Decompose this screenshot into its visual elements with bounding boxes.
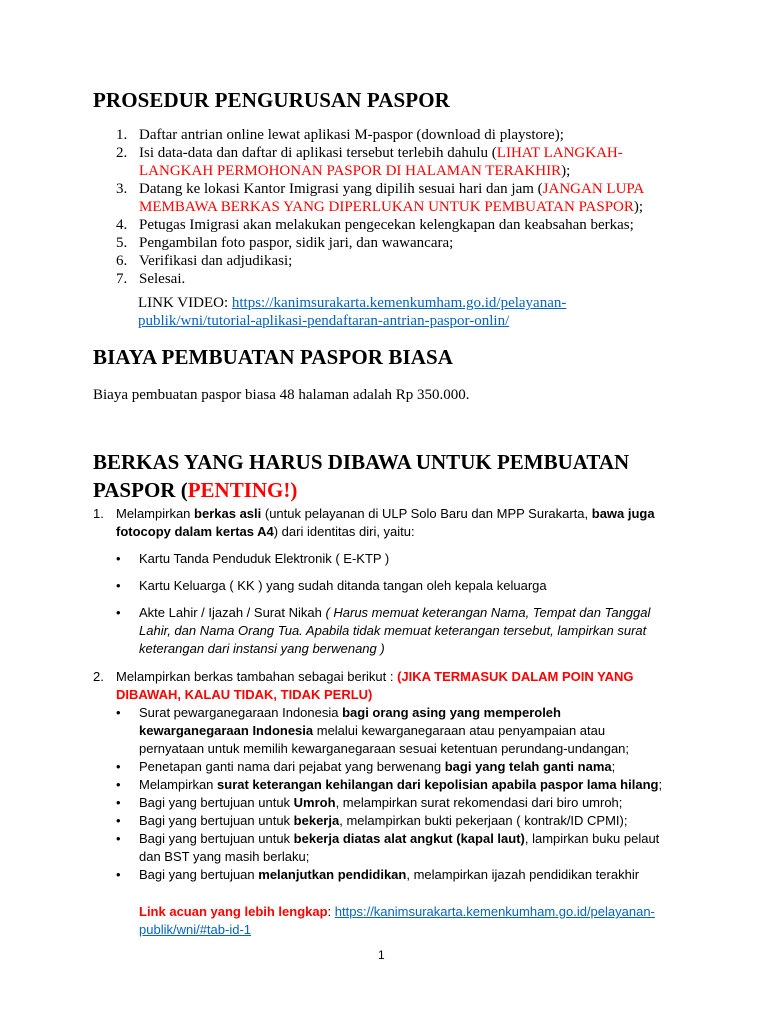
- list-item: 2. Isi data-data dan daftar di aplikasi tersebut terlebih dahulu (LIHAT LANGKAH-LANGKAH PERMOHONAN PASPOR DI HALAMAN TERAKHIR);: [116, 145, 623, 179]
- list-item: Penetapan ganti nama dari pejabat yang berwenang bagi yang telah ganti nama;: [139, 759, 616, 774]
- bullet-icon: •: [116, 759, 121, 774]
- list-item: Bagi yang bertujuan untuk bekerja diatas alat angkut (kapal laut), lampirkan buku pelaut dan BST yang masih berlaku;: [139, 831, 660, 864]
- page-number: 1: [378, 948, 385, 962]
- list-item: 7. Selesai.: [116, 271, 186, 287]
- bullet-icon: •: [116, 867, 121, 882]
- list-item: Bagi yang bertujuan untuk bekerja, melampirkan bukti pekerjaan ( kontrak/ID CPMI);: [139, 813, 628, 828]
- reference-link-label: Link acuan yang lebih lengkap: [139, 904, 328, 919]
- list-item: 1. Daftar antrian online lewat aplikasi M-paspor (download di playstore);: [116, 127, 564, 143]
- list-item: Kartu Keluarga ( KK ) yang sudah ditanda tangan oleh kepala keluarga: [139, 578, 547, 593]
- bullet-icon: •: [116, 795, 121, 810]
- item-2-text: Melampirkan berkas tambahan sebagai berikut : (JIKA TERMASUK DALAM POIN YANG DIBAWAH, KALAU TIDAK, TIDAK PERLU): [116, 669, 634, 702]
- section-title-prosedur: PROSEDUR PENGURUSAN PASPOR: [93, 88, 450, 112]
- list-item: 5. Pengambilan foto paspor, sidik jari, dan wawancara;: [116, 235, 454, 251]
- bullet-icon: •: [116, 705, 121, 720]
- bullet-icon: •: [116, 551, 121, 566]
- list-item: Bagi yang bertujuan untuk Umroh, melampirkan surat rekomendasi dari biro umroh;: [139, 795, 623, 810]
- reference-link-paragraph: Link acuan yang lebih lengkap: https://kanimsurakarta.kemenkumham.go.id/pelayanan-publik/wni/#tab-id-1: [139, 904, 655, 937]
- list-item: 4. Petugas Imigrasi akan melakukan pengecekan kelengkapan dan keabsahan berkas;: [116, 217, 634, 233]
- bullet-icon: •: [116, 578, 121, 593]
- item-2-number: 2.: [93, 669, 104, 684]
- list-item: Kartu Tanda Penduduk Elektronik ( E-KTP ): [139, 551, 390, 566]
- link-video-paragraph: [138, 294, 658, 330]
- list-item: Bagi yang bertujuan melanjutkan pendidikan, melampirkan ijazah pendidikan terakhir: [139, 867, 640, 882]
- section-title-berkas: BERKAS YANG HARUS DIBAWA UNTUK PEMBUATAN PASPOR (PENTING!): [93, 450, 630, 502]
- item-1-text: Melampirkan berkas asli (untuk pelayanan di ULP Solo Baru dan MPP Surakarta, bawa juga fotocopy dalam kertas A4) dari identitas diri, yaitu:: [116, 506, 655, 539]
- section-title-biaya: BIAYA PEMBUATAN PASPOR BIASA: [93, 345, 454, 369]
- biaya-text: Biaya pembuatan paspor biasa 48 halaman adalah Rp 350.000.: [93, 387, 470, 403]
- list-item: Akte Lahir / Ijazah / Surat Nikah ( Harus memuat keterangan Nama, Tempat dan Tanggal Lahir, dan Nama Orang Tua. Apabila tidak memuat keterangan tersebut, lampirkan surat keterangan dari instansi yang berwenang ): [139, 605, 651, 656]
- prosedur-steps-list: [93, 126, 693, 288]
- bullet-icon: •: [116, 777, 121, 792]
- item-1-number: 1.: [93, 506, 104, 521]
- bullet-icon: •: [116, 831, 121, 846]
- link-video-label: LINK VIDEO:: [138, 295, 232, 311]
- reference-link-url[interactable]: https://kanimsurakarta.kemenkumham.go.id/pelayanan-publik/wni/#tab-id-1: [139, 904, 655, 937]
- list-item: Melampirkan surat keterangan kehilangan dari kepolisian apabila paspor lama hilang;: [139, 777, 663, 792]
- link-video-url[interactable]: https://kanimsurakarta.kemenkumham.go.id/pelayanan-publik/wni/tutorial-aplikasi-pendaftaran-antrian-paspor-onlin/: [138, 295, 567, 329]
- list-item: 6. Verifikasi dan adjudikasi;: [116, 253, 293, 269]
- bullet-icon: •: [116, 605, 121, 620]
- list-item: Surat pewarganegaraan Indonesia bagi orang asing yang memperoleh kewarganegaraan Indonesia melalui kewarganegaraan atau penyampaian atau pernyataan untuk memilih kewarganegaraan sesuai ketentuan perundang-undangan;: [139, 705, 630, 756]
- list-item: 3. Datang ke lokasi Kantor Imigrasi yang dipilih sesuai hari dan jam (JANGAN LUPA MEMBAWA BERKAS YANG DIPERLUKAN UNTUK PEMBUATAN PASPOR);: [116, 181, 644, 215]
- bullet-icon: •: [116, 813, 121, 828]
